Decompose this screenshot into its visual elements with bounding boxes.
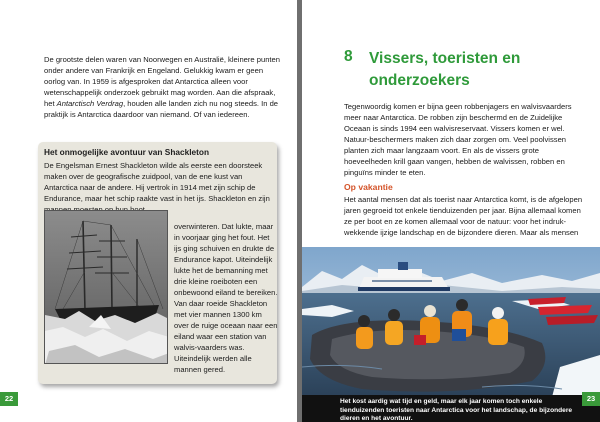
zodiac-tourists-photo bbox=[302, 247, 600, 397]
shackleton-info-box bbox=[38, 142, 277, 384]
left-page bbox=[0, 0, 297, 422]
info-box-title: Het onmogelijke avontuur van Shackleton bbox=[44, 147, 210, 157]
right-page bbox=[302, 0, 600, 422]
section-paragraph: Het aantal mensen dat als toerist naar Antarctica komt, is de afgelopen jaren gegroeid tot enkele tienduizenden per jaar. Bijna allemaal komen ze per boot en ze komen allemaal voor de natuur: voor het indruk-wekkende ijzige landschap en de bijzondere dieren. Maar als mensen bbox=[344, 195, 583, 237]
info-box-text-top: De Engelsman Ernest Shackleton wilde als eerste een doorsteek maken over de geografische zuidpool, van de ene kust van Antarctica naar de andere. Hij vertrok in 1914 met zijn schip de Endurance, maar het schip raakte vast in het ijs. Shackleton en zijn bbox=[44, 161, 270, 203]
page-number-left: 22 bbox=[0, 392, 18, 406]
endurance-ship-photo bbox=[44, 210, 168, 364]
info-box-text-right: overwinteren. Dat lukte, maar in voorjaar ging het fout. Het ijs ging schuiven en drukte de Endurance kapot. Uiteindelijk lukte het de bemanning met drie kleine roeiboten een onbewoond eiland te bereiken. Van daar roeide Shackleton met vier mannen 1300 km over de ruige oceaan naar een eiland waar een station van walvis-vaarders was. Uiteindelijk werden alle mannen gered. bbox=[174, 222, 278, 374]
chapter-intro-paragraph: Tegenwoordig komen er bijna geen robbenjagers en walvisvaarders meer naar Antarctica. De robben zijn beschermd en de Zuidelijke Oceaan is sinds 1994 een walvisreservaat. Vissers komen er wel. Natuur-beschermers maken zich daar zorgen om. Veel poolvissen planten zich maar langzaam voort. En als de vissers grote hoeveelheden krill gaan vangen, hebben de walvissen, robben en pinguïns minder te eten. bbox=[344, 102, 572, 177]
page-number-right: 23 bbox=[582, 392, 600, 406]
photo-caption: Het kost aardig wat tijd en geld, maar elk jaar komen toch enkele tienduizenden toeristen naar Antarctica voor het landschap, de bijzondere dieren en het avontuur. bbox=[302, 395, 600, 422]
section-heading: Op vakantie bbox=[344, 182, 393, 192]
chapter-number: 8 bbox=[344, 48, 353, 65]
chapter-title: Vissers, toeristen en onderzoekers bbox=[369, 50, 521, 89]
left-intro-paragraph: De grootste delen waren van Noorwegen en Australië, kleinere punten onder andere van Frankrijk en Engeland. Gelukkig kwam er geen oorlog van. In 1959 is afgesproken dat Antarctica alleen voor wetenschappelijk onderzoek gebruikt mag worden. Aan die afspraak, het Antarctisch Verdrag, houden alle landen zich nu nog steeds. In de praktijk is Antarctica daardoor van niemand. Of van iedereen. bbox=[44, 55, 280, 119]
